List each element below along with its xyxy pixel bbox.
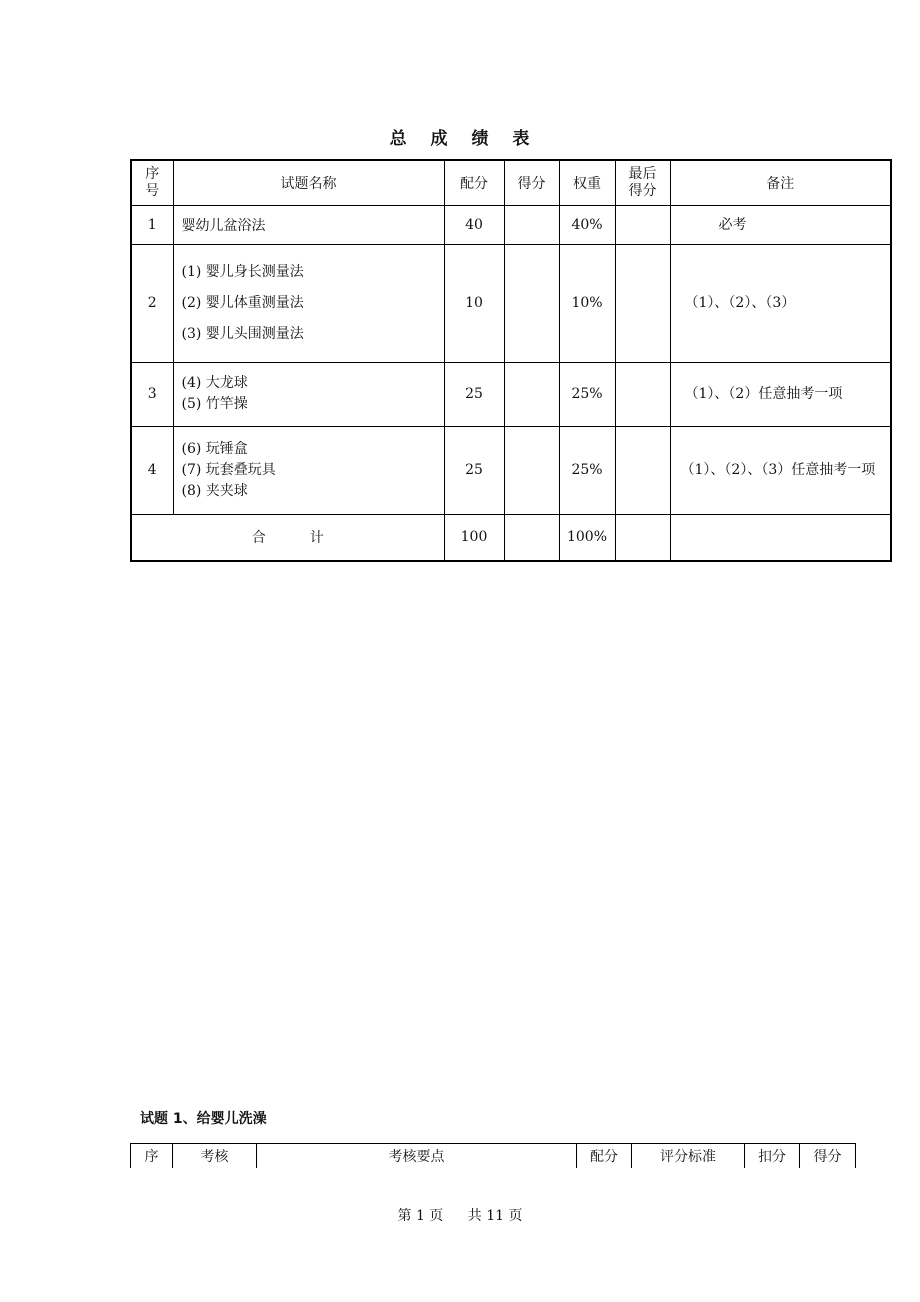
row-item: (3) 婴儿头围测量法 [181,325,304,342]
row-weight: 10% [559,244,615,362]
header-key-points: 考核要点 [257,1144,577,1169]
row-final-score [615,426,670,514]
row-score [504,426,559,514]
row-points: 25 [444,362,504,426]
row-remark: （1）、（2）、（3） [670,244,891,362]
header-seq: 序 号 [131,160,173,205]
table-row [131,426,891,514]
row-weight: 25% [559,362,615,426]
row-item: (6) 玩锤盒 [181,440,248,457]
row-item: (5) 竹竿操 [181,396,248,412]
table-header-row [131,160,891,205]
row-weight: 40% [559,205,615,244]
total-weight: 100% [559,514,615,561]
row-final-score [615,205,670,244]
row-items [173,426,444,514]
summary-table [130,159,892,562]
row-points: 25 [444,426,504,514]
row-points: 10 [444,244,504,362]
row-item: (1) 婴儿身长测量法 [181,263,304,280]
header-remark: 备注 [670,160,891,205]
total-points: 100 [444,514,504,561]
row-remark: 必考 [670,205,891,244]
table-row [131,205,891,244]
row-item: (2) 婴儿体重测量法 [181,294,304,311]
total-remark [670,514,891,561]
title-char: 总 [389,129,408,149]
table-row [131,362,891,426]
row-item: 婴幼儿盆浴法 [173,205,444,244]
header-assess: 考核 [173,1144,257,1169]
row-seq: 4 [131,426,173,514]
row-remark: （1）、（2）、（3）任意抽考一项 [670,426,891,514]
row-score [504,205,559,244]
header-points: 配分 [577,1144,632,1169]
row-seq: 3 [131,362,173,426]
header-name: 试题名称 [173,160,444,205]
row-final-score [615,244,670,362]
header-deduction: 扣分 [745,1144,800,1169]
header-points: 配分 [444,160,504,205]
table-row [131,244,891,362]
header-criteria: 评分标准 [632,1144,745,1169]
row-points: 40 [444,205,504,244]
page-footer [0,1205,920,1225]
total-label: 合 计 [131,514,444,561]
row-score [504,244,559,362]
row-item: (8) 夹夹球 [181,482,248,499]
header-weight: 权重 [559,160,615,205]
row-seq: 1 [131,205,173,244]
table-header-row [131,1144,856,1169]
row-item: (7) 玩套叠玩具 [181,461,276,478]
row-score [504,362,559,426]
total-row [131,514,891,561]
header-final-score: 最后 得分 [615,160,670,205]
row-items [173,244,444,362]
row-item: (4) 大龙球 [181,375,248,391]
section-title: 试题 1、给婴儿洗澡 [140,1111,267,1127]
total-score [504,514,559,561]
header-score: 得分 [504,160,559,205]
row-remark: （1）、（2）任意抽考一项 [670,362,891,426]
row-final-score [615,362,670,426]
row-items [173,362,444,426]
page-total: 共 11 页 [467,1208,523,1224]
title-char: 成 [430,129,449,149]
total-final-score [615,514,670,561]
section-table [130,1143,856,1168]
page-number: 第 1 页 [397,1208,444,1224]
header-score: 得分 [800,1144,856,1169]
title-char: 绩 [471,129,490,149]
page-title [0,124,920,149]
header-seq: 序 [131,1144,173,1169]
row-seq: 2 [131,244,173,362]
title-char: 表 [512,129,531,149]
row-weight: 25% [559,426,615,514]
